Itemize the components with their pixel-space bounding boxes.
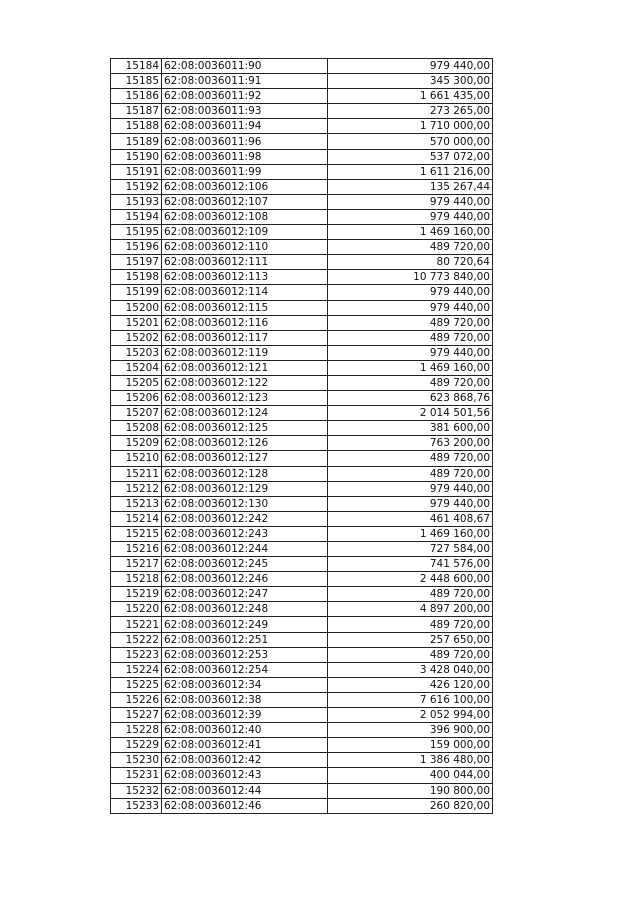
table-row [111, 330, 493, 345]
value-cell: 979 440,00 [328, 496, 493, 511]
table-row [111, 708, 493, 723]
cadastral-number-cell: 62:08:0036012:107 [162, 194, 328, 209]
table-row [111, 225, 493, 240]
table-row [111, 194, 493, 209]
table-row [111, 149, 493, 164]
value-cell: 257 650,00 [328, 632, 493, 647]
cadastral-number-cell: 62:08:0036011:94 [162, 119, 328, 134]
cadastral-number-cell: 62:08:0036012:43 [162, 768, 328, 783]
value-cell: 10 773 840,00 [328, 270, 493, 285]
cadastral-number-cell: 62:08:0036012:110 [162, 240, 328, 255]
value-cell: 2 014 501,56 [328, 406, 493, 421]
registry-table [110, 58, 493, 814]
row-number-cell: 15230 [111, 753, 162, 768]
row-number-cell: 15217 [111, 557, 162, 572]
value-cell: 741 576,00 [328, 557, 493, 572]
row-number-cell: 15202 [111, 330, 162, 345]
row-number-cell: 15187 [111, 104, 162, 119]
cadastral-number-cell: 62:08:0036012:113 [162, 270, 328, 285]
cadastral-number-cell: 62:08:0036012:242 [162, 511, 328, 526]
row-number-cell: 15232 [111, 783, 162, 798]
value-cell: 1 611 216,00 [328, 164, 493, 179]
row-number-cell: 15188 [111, 119, 162, 134]
value-cell: 1 386 480,00 [328, 753, 493, 768]
table-row [111, 692, 493, 707]
table-row [111, 164, 493, 179]
cadastral-number-cell: 62:08:0036012:125 [162, 421, 328, 436]
row-number-cell: 15200 [111, 300, 162, 315]
table-row [111, 557, 493, 572]
row-number-cell: 15223 [111, 647, 162, 662]
value-cell: 1 661 435,00 [328, 89, 493, 104]
table-row [111, 496, 493, 511]
value-cell: 4 897 200,00 [328, 602, 493, 617]
table-row [111, 647, 493, 662]
cadastral-number-cell: 62:08:0036012:106 [162, 179, 328, 194]
cadastral-number-cell: 62:08:0036012:39 [162, 708, 328, 723]
value-cell: 537 072,00 [328, 149, 493, 164]
table-row [111, 104, 493, 119]
value-cell: 489 720,00 [328, 375, 493, 390]
table-row [111, 632, 493, 647]
table-row [111, 587, 493, 602]
cadastral-number-cell: 62:08:0036012:245 [162, 557, 328, 572]
table-row [111, 798, 493, 813]
table-row [111, 768, 493, 783]
row-number-cell: 15222 [111, 632, 162, 647]
value-cell: 345 300,00 [328, 74, 493, 89]
row-number-cell: 15193 [111, 194, 162, 209]
value-cell: 979 440,00 [328, 194, 493, 209]
row-number-cell: 15229 [111, 738, 162, 753]
cadastral-number-cell: 62:08:0036012:119 [162, 345, 328, 360]
value-cell: 2 052 994,00 [328, 708, 493, 723]
cadastral-number-cell: 62:08:0036011:98 [162, 149, 328, 164]
cadastral-number-cell: 62:08:0036012:248 [162, 602, 328, 617]
cadastral-number-cell: 62:08:0036012:251 [162, 632, 328, 647]
table-row [111, 451, 493, 466]
value-cell: 489 720,00 [328, 617, 493, 632]
table-row [111, 662, 493, 677]
cadastral-number-cell: 62:08:0036012:127 [162, 451, 328, 466]
cadastral-number-cell: 62:08:0036012:130 [162, 496, 328, 511]
cadastral-number-cell: 62:08:0036012:253 [162, 647, 328, 662]
cadastral-number-cell: 62:08:0036011:99 [162, 164, 328, 179]
value-cell: 489 720,00 [328, 647, 493, 662]
cadastral-number-cell: 62:08:0036011:91 [162, 74, 328, 89]
table-row [111, 481, 493, 496]
value-cell: 400 044,00 [328, 768, 493, 783]
cadastral-number-cell: 62:08:0036011:93 [162, 104, 328, 119]
cadastral-number-cell: 62:08:0036012:124 [162, 406, 328, 421]
table-row [111, 59, 493, 74]
value-cell: 489 720,00 [328, 330, 493, 345]
value-cell: 273 265,00 [328, 104, 493, 119]
value-cell: 426 120,00 [328, 677, 493, 692]
value-cell: 1 469 160,00 [328, 360, 493, 375]
table-row [111, 572, 493, 587]
value-cell: 3 428 040,00 [328, 662, 493, 677]
table-row [111, 74, 493, 89]
table-row [111, 511, 493, 526]
row-number-cell: 15231 [111, 768, 162, 783]
row-number-cell: 15216 [111, 542, 162, 557]
table-row [111, 617, 493, 632]
cadastral-number-cell: 62:08:0036011:90 [162, 59, 328, 74]
row-number-cell: 15206 [111, 391, 162, 406]
table-row [111, 255, 493, 270]
value-cell: 489 720,00 [328, 587, 493, 602]
cadastral-number-cell: 62:08:0036012:126 [162, 436, 328, 451]
table-row [111, 406, 493, 421]
row-number-cell: 15215 [111, 526, 162, 541]
cadastral-number-cell: 62:08:0036012:115 [162, 300, 328, 315]
row-number-cell: 15186 [111, 89, 162, 104]
row-number-cell: 15227 [111, 708, 162, 723]
row-number-cell: 15198 [111, 270, 162, 285]
cadastral-number-cell: 62:08:0036012:38 [162, 692, 328, 707]
row-number-cell: 15189 [111, 134, 162, 149]
cadastral-number-cell: 62:08:0036012:122 [162, 375, 328, 390]
cadastral-number-cell: 62:08:0036012:44 [162, 783, 328, 798]
row-number-cell: 15211 [111, 466, 162, 481]
cadastral-number-cell: 62:08:0036012:128 [162, 466, 328, 481]
table-row [111, 89, 493, 104]
row-number-cell: 15209 [111, 436, 162, 451]
value-cell: 489 720,00 [328, 315, 493, 330]
table-row [111, 466, 493, 481]
table-row [111, 753, 493, 768]
table-row [111, 345, 493, 360]
value-cell: 489 720,00 [328, 240, 493, 255]
cadastral-number-cell: 62:08:0036012:116 [162, 315, 328, 330]
value-cell: 979 440,00 [328, 285, 493, 300]
table-row [111, 119, 493, 134]
row-number-cell: 15196 [111, 240, 162, 255]
row-number-cell: 15197 [111, 255, 162, 270]
value-cell: 623 868,76 [328, 391, 493, 406]
cadastral-number-cell: 62:08:0036012:117 [162, 330, 328, 345]
row-number-cell: 15204 [111, 360, 162, 375]
row-number-cell: 15191 [111, 164, 162, 179]
row-number-cell: 15213 [111, 496, 162, 511]
value-cell: 1 469 160,00 [328, 526, 493, 541]
value-cell: 489 720,00 [328, 451, 493, 466]
registry-table-body [111, 59, 493, 814]
row-number-cell: 15219 [111, 587, 162, 602]
row-number-cell: 15201 [111, 315, 162, 330]
table-row [111, 738, 493, 753]
cadastral-number-cell: 62:08:0036012:243 [162, 526, 328, 541]
value-cell: 979 440,00 [328, 209, 493, 224]
table-row [111, 421, 493, 436]
table-row [111, 300, 493, 315]
table-row [111, 360, 493, 375]
cadastral-number-cell: 62:08:0036012:34 [162, 677, 328, 692]
value-cell: 979 440,00 [328, 59, 493, 74]
table-row [111, 375, 493, 390]
row-number-cell: 15195 [111, 225, 162, 240]
value-cell: 381 600,00 [328, 421, 493, 436]
row-number-cell: 15225 [111, 677, 162, 692]
row-number-cell: 15224 [111, 662, 162, 677]
table-row [111, 315, 493, 330]
cadastral-number-cell: 62:08:0036012:123 [162, 391, 328, 406]
table-row [111, 723, 493, 738]
row-number-cell: 15233 [111, 798, 162, 813]
table-row [111, 436, 493, 451]
cadastral-number-cell: 62:08:0036012:108 [162, 209, 328, 224]
row-number-cell: 15221 [111, 617, 162, 632]
table-row [111, 526, 493, 541]
value-cell: 727 584,00 [328, 542, 493, 557]
row-number-cell: 15210 [111, 451, 162, 466]
cadastral-number-cell: 62:08:0036012:41 [162, 738, 328, 753]
table-row [111, 179, 493, 194]
row-number-cell: 15203 [111, 345, 162, 360]
row-number-cell: 15205 [111, 375, 162, 390]
row-number-cell: 15199 [111, 285, 162, 300]
table-row [111, 783, 493, 798]
cadastral-number-cell: 62:08:0036012:46 [162, 798, 328, 813]
cadastral-number-cell: 62:08:0036011:92 [162, 89, 328, 104]
row-number-cell: 15192 [111, 179, 162, 194]
value-cell: 80 720,64 [328, 255, 493, 270]
value-cell: 1 469 160,00 [328, 225, 493, 240]
row-number-cell: 15212 [111, 481, 162, 496]
value-cell: 763 200,00 [328, 436, 493, 451]
value-cell: 979 440,00 [328, 345, 493, 360]
row-number-cell: 15207 [111, 406, 162, 421]
table-row [111, 542, 493, 557]
cadastral-number-cell: 62:08:0036012:42 [162, 753, 328, 768]
cadastral-number-cell: 62:08:0036011:96 [162, 134, 328, 149]
cadastral-number-cell: 62:08:0036012:254 [162, 662, 328, 677]
cadastral-number-cell: 62:08:0036012:244 [162, 542, 328, 557]
value-cell: 260 820,00 [328, 798, 493, 813]
value-cell: 159 000,00 [328, 738, 493, 753]
row-number-cell: 15214 [111, 511, 162, 526]
table-row [111, 270, 493, 285]
value-cell: 979 440,00 [328, 481, 493, 496]
row-number-cell: 15208 [111, 421, 162, 436]
value-cell: 2 448 600,00 [328, 572, 493, 587]
table-row [111, 134, 493, 149]
table-row [111, 240, 493, 255]
cadastral-number-cell: 62:08:0036012:129 [162, 481, 328, 496]
value-cell: 570 000,00 [328, 134, 493, 149]
value-cell: 135 267,44 [328, 179, 493, 194]
row-number-cell: 15218 [111, 572, 162, 587]
cadastral-number-cell: 62:08:0036012:249 [162, 617, 328, 632]
value-cell: 7 616 100,00 [328, 692, 493, 707]
table-row [111, 677, 493, 692]
table-row [111, 285, 493, 300]
value-cell: 461 408,67 [328, 511, 493, 526]
row-number-cell: 15185 [111, 74, 162, 89]
value-cell: 979 440,00 [328, 300, 493, 315]
cadastral-number-cell: 62:08:0036012:247 [162, 587, 328, 602]
table-row [111, 209, 493, 224]
value-cell: 489 720,00 [328, 466, 493, 481]
cadastral-number-cell: 62:08:0036012:121 [162, 360, 328, 375]
cadastral-number-cell: 62:08:0036012:111 [162, 255, 328, 270]
table-row [111, 602, 493, 617]
row-number-cell: 15220 [111, 602, 162, 617]
table-row [111, 391, 493, 406]
row-number-cell: 15226 [111, 692, 162, 707]
row-number-cell: 15194 [111, 209, 162, 224]
value-cell: 1 710 000,00 [328, 119, 493, 134]
value-cell: 190 800,00 [328, 783, 493, 798]
cadastral-number-cell: 62:08:0036012:246 [162, 572, 328, 587]
cadastral-number-cell: 62:08:0036012:114 [162, 285, 328, 300]
cadastral-number-cell: 62:08:0036012:40 [162, 723, 328, 738]
row-number-cell: 15228 [111, 723, 162, 738]
row-number-cell: 15184 [111, 59, 162, 74]
cadastral-number-cell: 62:08:0036012:109 [162, 225, 328, 240]
row-number-cell: 15190 [111, 149, 162, 164]
value-cell: 396 900,00 [328, 723, 493, 738]
